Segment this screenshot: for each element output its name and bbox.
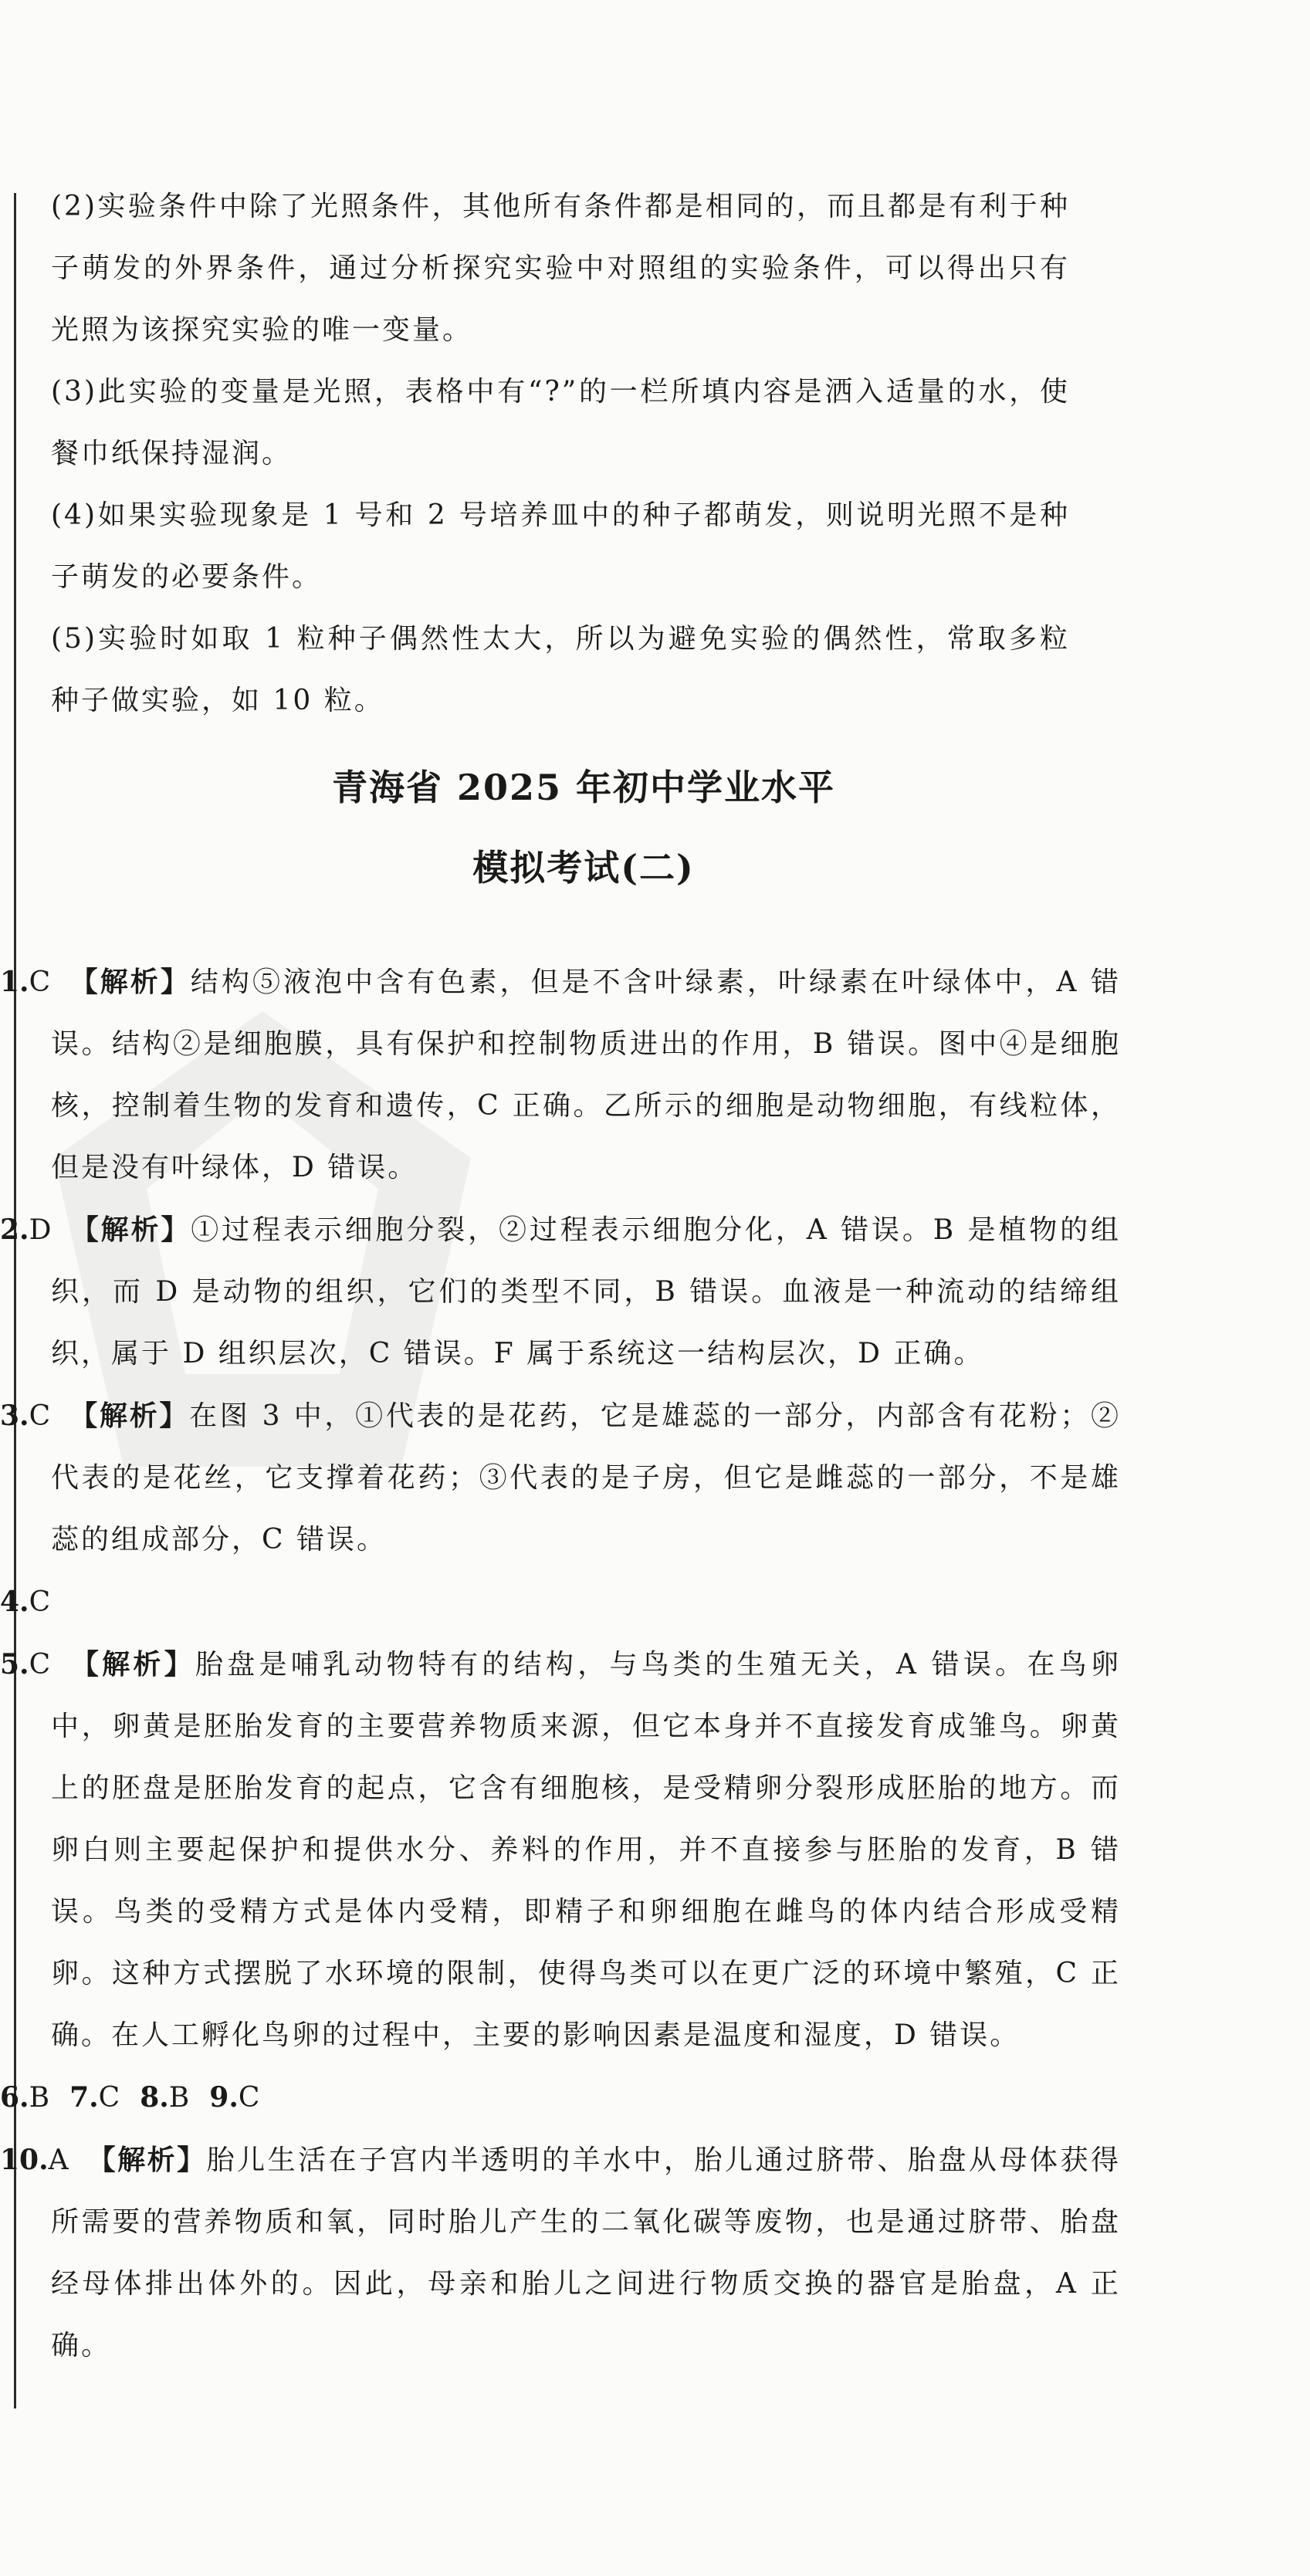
analysis-text: 胎盘是哺乳动物特有的结构，与鸟类的生殖无关，A 错误。在鸟卵中，卵黄是胚胎发育的主要营养物质来源，但它本身并不直接发育成雏鸟。卵黄上的胚盘是胚胎发育的起点，它含有细胞核，是受精卵分裂形成胚胎的地方。而卵白则主要起保护和提供水分、养料的作用，并不直接参与胚胎的发育，B 错误。鸟类的受精方式是体内受精，即精子和卵细胞在雌鸟的体内结合形成受精卵。这种方式摆脱了水环境的限制，使得鸟类可以在更广泛的环境中繁殖，C 正确。在人工孵化鸟卵的过程中，主要的影响因素是温度和湿度，D 错误。 [51,1649,1121,2051]
answer-letter: B [29,2082,50,2114]
continuation-paragraph-2: (2)实验条件中除了光照条件，其他所有条件都是相同的，而且都是有利于种子萌发的外界条件，通过分析探究实验中对照组的实验条件，可以得出只有光照为该探究实验的唯一变量。 [51,191,1070,346]
continuation-paragraph-5: (5)实验时如取 1 粒种子偶然性太大，所以为避免实验的偶然性，常取多粒种子做实验，如 10 粒。 [51,623,1070,716]
answer-letter: C [29,1400,51,1432]
question-number: 6. [0,2081,29,2114]
question-number: 8. [140,2081,169,2114]
analysis-text: 在图 3 中，①代表的是花药，它是雄蕊的一部分，内部含有花粉；②代表的是花丝，它支撑着花药；③代表的是子房，但它是雌蕊的一部分，不是雄蕊的组成部分，C 错误。 [51,1400,1121,1555]
answer-letter: C [29,1649,51,1681]
question-5 [0,1633,1121,2067]
question-number: 9. [209,2081,239,2114]
question-2 [0,1199,1121,1385]
questions-6-to-9 [0,2067,1121,2129]
question-number: 3. [0,1400,29,1432]
analysis-tag: 【解析】 [69,966,191,998]
answer-letter: C [238,2082,260,2114]
question-number: 5. [0,1648,29,1681]
question-number: 2. [0,1214,29,1246]
analysis-tag: 【解析】 [69,1400,190,1432]
answer-content [0,176,1121,2377]
question-4 [0,1571,1121,1633]
question-3 [0,1385,1121,1571]
section-title-line-2: 模拟考试(二) [472,847,695,889]
continuation-paragraph-3: (3)此实验的变量是光照，表格中有“?”的一栏所填内容是洒入适量的水，使餐巾纸保持湿润。 [51,376,1070,469]
analysis-text: 结构⑤液泡中含有色素，但是不含叶绿素，叶绿素在叶绿体中，A 错误。结构②是细胞膜，具有保护和控制物质进出的作用，B 错误。图中④是细胞核，控制着生物的发育和遗传，C 正确。乙所示的细胞是动物细胞，有线粒体，但是没有叶绿体，D 错误。 [51,966,1121,1183]
analysis-text: 胎儿生活在子宫内半透明的羊水中，胎儿通过脐带、胎盘从母体获得所需要的营养物质和氧，同时胎儿产生的二氧化碳等废物，也是通过脐带、胎盘经母体排出体外的。因此，母亲和胎儿之间进行物质交换的器官是胎盘，A 正确。 [51,2144,1121,2361]
analysis-text: ①过程表示细胞分裂，②过程表示细胞分化，A 错误。B 是植物的组织，而 D 是动物的组织，它们的类型不同，B 错误。血液是一种流动的结缔组织，属于 D 组织层次，C 错误。F 属于系统这一结构层次，D 正确。 [51,1214,1121,1369]
question-number: 1. [0,966,29,998]
continuation-paragraph-4: (4)如果实验现象是 1 号和 2 号培养皿中的种子都萌发，则说明光照不是种子萌发的必要条件。 [51,499,1070,593]
analysis-tag: 【解析】 [70,1649,195,1681]
answer-letter: C [29,1586,51,1618]
section-title-line-1: 青海省 2025 年初中学业水平 [331,767,836,808]
answer-letter: A [48,2144,69,2176]
answer-letter: B [168,2082,190,2114]
answer-letter: D [29,1214,52,1246]
analysis-tag: 【解析】 [87,2144,207,2176]
question-number: 7. [69,2081,99,2114]
question-10 [0,2129,1121,2377]
question-number: 4. [0,1586,29,1618]
answer-letter: C [29,966,51,998]
question-1 [0,951,1121,1199]
answer-letter: C [98,2082,120,2114]
question-number: 10. [0,2144,49,2176]
analysis-tag: 【解析】 [70,1214,191,1246]
